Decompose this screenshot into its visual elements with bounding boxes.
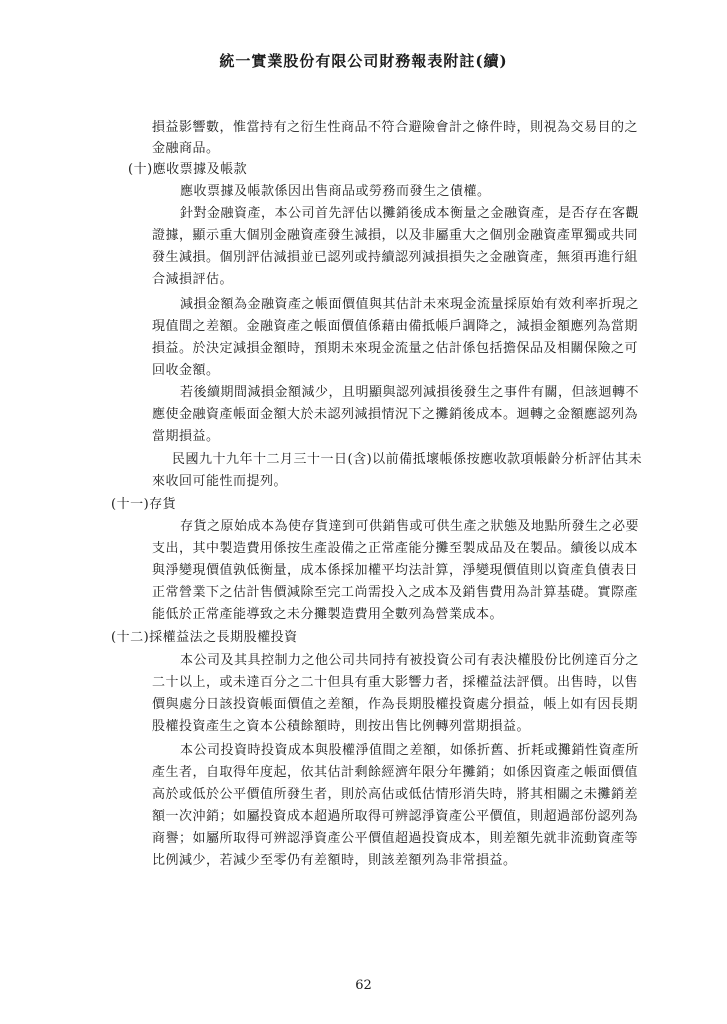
text-line: 合減損評估。 [152,272,234,287]
text-line: 股權投資產生之資本公積餘額時，則按出售比例轉列當期損益。 [152,719,531,734]
text-line: 商譽；如屬所取得可辨認淨資產公平價值超過投資成本，則差額先就非流動資產等 [152,831,639,846]
text-line: 應收票據及帳款係因出售商品或勞務而發生之債權。 [180,184,491,199]
text-line: 發生減損。個別評估減損並已認列或持續認列減損損失之金融資產，無須再進行組 [152,250,639,265]
text-line: 減損金額為金融資產之帳面價值與其估計未來現金流量採原始有效利率折現之 [180,297,640,312]
text-line: 民國九十九年十二月三十一日(含)以前備抵壞帳係按應收款項帳齡分析評估其未 [172,452,643,467]
text-line: 正常營業下之估計售價減除至完工尚需投入之成本及銷售費用為計算基礎。實際產 [152,585,639,600]
text-line: 支出，其中製造費用係按生產設備之正常產能分攤至製成品及在製品。續後以成本 [152,541,639,556]
text-line: 回收金額。 [152,363,220,378]
text-line: 針對金融資產，本公司首先評估以攤銷後成本衡量之金融資產，是否存在客觀 [180,206,640,221]
text-line: 若後續期間減損金額減少，且明顯與認列減損後發生之事件有關，但該迴轉不 [180,385,640,400]
text-line: 存貨之原始成本為使存貨達到可供銷售或可供生產之狀態及地點所發生之必要 [180,519,640,534]
text-line: 當期損益。 [152,429,220,444]
text-line: 證據，顯示重大個別金融資產發生減損，以及非屬重大之個別金融資產單獨或共同 [152,228,639,243]
text-line: 金融商品。 [152,141,220,156]
page-number: 62 [355,978,372,993]
section-heading: (十)應收票據及帳款 [128,162,248,177]
text-line: 產生者，自取得年度起，依其估計剩餘經濟年限分年攤銷；如係因資產之帳面價值 [152,765,639,780]
text-line: 損益。於決定減損金額時，預期未來現金流量之估計係包括擔保品及相關保險之可 [152,341,639,356]
text-line: 二十以上，或未達百分之二十但具有重大影響力者，採權益法評價。出售時，以售 [152,675,639,690]
text-line: 現值間之差額。金融資產之帳面價值係藉由備抵帳戶調降之，減損金額應列為當期 [152,319,639,334]
text-line: 價與處分日該投資帳面價值之差額，作為長期股權投資處分損益，帳上如有因長期 [152,697,639,712]
text-line: 額一次沖銷；如屬投資成本超過所取得可辨認淨資產公平價值，則超過部份認列為 [152,809,639,824]
text-line: 比例減少，若減少至零仍有差額時，則該差額列為非常損益。 [152,853,517,868]
text-line: 來收回可能性而提列。 [152,474,288,489]
text-line: 本公司及其具控制力之他公司共同持有被投資公司有表決權股份比例達百分之 [180,653,640,668]
text-line: 能低於正常產能導致之未分攤製造費用全數列為營業成本。 [152,607,504,622]
text-line: 高於或低於公平價值所發生者，則於高估或低估情形消失時，將其相關之未攤銷差 [152,787,639,802]
text-line: 應使金融資產帳面金額大於未認列減損情況下之攤銷後成本。迴轉之金額應認列為 [152,407,639,422]
section-heading: (十一)存貨 [111,497,177,512]
text-line: 本公司投資時投資成本與股權淨值間之差額，如係折舊、折耗或攤銷性資產所 [180,743,640,758]
text-line: 損益影響數，惟當持有之衍生性商品不符合避險會計之條件時，則視為交易目的之 [152,120,639,135]
section-heading: (十二)採權益法之長期股權投資 [111,630,298,645]
page-title: 統一實業股份有限公司財務報表附註(續) [219,52,508,70]
text-line: 與淨變現價值孰低衡量，成本係採加權平均法計算，淨變現價值則以資產負債表日 [152,563,639,578]
